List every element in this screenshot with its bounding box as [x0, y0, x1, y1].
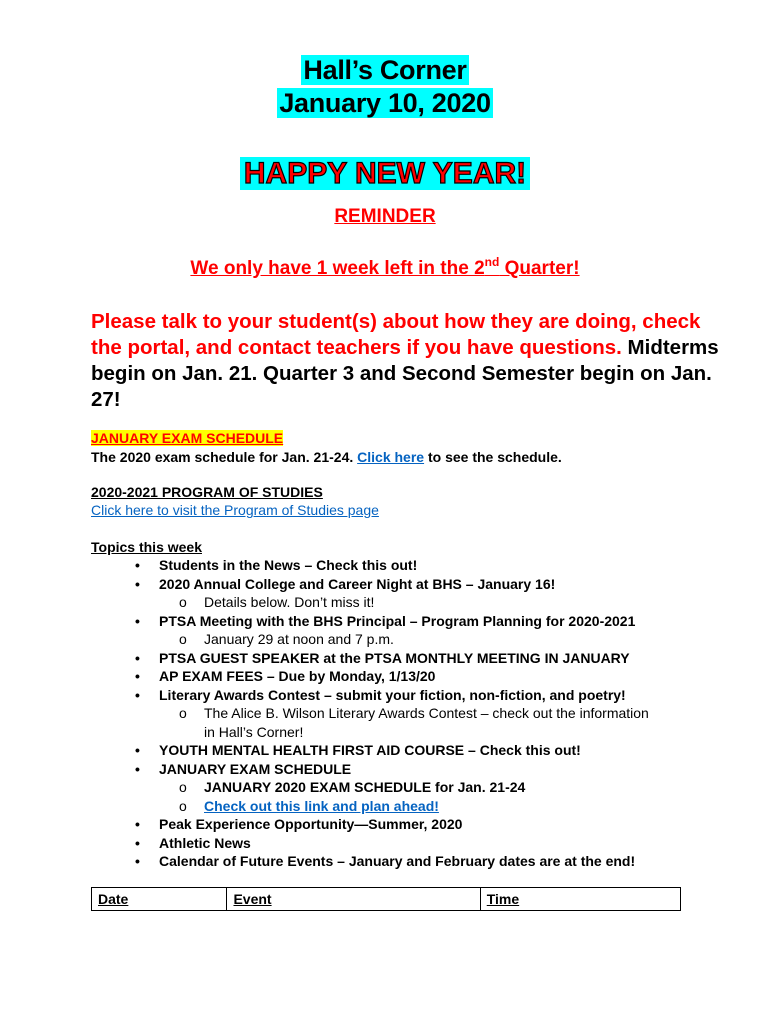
exam-schedule-text — [91, 448, 711, 466]
topics-heading: Topics this week — [91, 539, 202, 555]
program-of-studies-row — [91, 501, 711, 519]
exam-text-post: to see the schedule. — [424, 449, 562, 465]
sub-list-item: o The Alice B. Wilson Literary Awards Contest – check out the information in Hall’s Corner! — [91, 704, 711, 741]
list-item: • Athletic News — [91, 834, 711, 853]
newsletter-date — [0, 87, 770, 120]
program-of-studies-heading: 2020-2021 PROGRAM OF STUDIES — [91, 484, 323, 500]
list-item: • Peak Experience Opportunity—Summer, 2020 — [91, 815, 711, 834]
title-line1: Hall’s Corner — [303, 55, 467, 85]
exam-schedule-heading-text: JANUARY EXAM SCHEDULE — [91, 430, 284, 446]
weeks-left-notice — [0, 256, 770, 282]
sub-list-item: o Details below. Don’t miss it! — [91, 593, 711, 612]
list-item: • YOUTH MENTAL HEALTH FIRST AID COURSE – Check this out! — [91, 741, 711, 760]
program-of-studies-link[interactable]: Click here to visit the Program of Studies page — [91, 502, 379, 518]
list-item: • AP EXAM FEES – Due by Monday, 1/13/20 — [91, 667, 711, 686]
list-item: • Students in the News – Check this out! — [91, 556, 711, 575]
list-item: • 2020 Annual College and Career Night at BHS – January 16! — [91, 575, 711, 594]
column-header-event: Event — [227, 888, 480, 911]
intro-black-text: Midterms begin on Jan. 21. Quarter 3 and Second Semester begin on Jan. 27! — [91, 336, 719, 411]
exam-text-pre: The 2020 exam schedule for Jan. 21-24. — [91, 449, 358, 465]
happy-new-year-banner — [0, 154, 770, 194]
list-item: • PTSA Meeting with the BHS Principal – Program Planning for 2020-2021 — [91, 612, 711, 631]
list-item: • Literary Awards Contest – submit your fiction, non-fiction, and poetry! — [91, 686, 711, 705]
topics-list — [91, 556, 711, 871]
calendar-header-row — [92, 888, 681, 911]
intro-paragraph — [91, 309, 731, 413]
weeks-left-post: Quarter! — [499, 258, 580, 279]
list-item: • PTSA GUEST SPEAKER at the PTSA MONTHLY MEETING IN JANUARY — [91, 649, 711, 668]
exam-plan-ahead-link[interactable]: Check out this link and plan ahead! — [204, 797, 439, 814]
list-item: • JANUARY EXAM SCHEDULE — [91, 760, 711, 779]
calendar-table — [91, 887, 681, 911]
reminder-heading: REMINDER — [334, 206, 436, 227]
exam-schedule-link[interactable]: Click here — [357, 449, 425, 465]
column-header-time: Time — [480, 888, 680, 911]
exam-schedule-heading — [91, 429, 711, 447]
weeks-left-sup: nd — [484, 255, 500, 269]
sub-list-item: o JANUARY 2020 EXAM SCHEDULE for Jan. 21-24 — [91, 778, 711, 797]
weeks-left-pre: We only have 1 week left in the 2 — [190, 258, 485, 279]
title-line2: January 10, 2020 — [279, 88, 491, 118]
happy-new-year-text: HAPPY NEW YEAR! — [240, 157, 530, 190]
list-item: • Calendar of Future Events – January and February dates are at the end! — [91, 852, 711, 871]
sub-list-item: o January 29 at noon and 7 p.m. — [91, 630, 711, 649]
intro-red-text: Please talk to your student(s) about how they are doing, check the portal, and contact teachers if you have questions. — [91, 310, 701, 359]
newsletter-title — [0, 54, 770, 87]
column-header-date: Date — [92, 888, 227, 911]
sub-list-item-link-row — [91, 797, 711, 816]
